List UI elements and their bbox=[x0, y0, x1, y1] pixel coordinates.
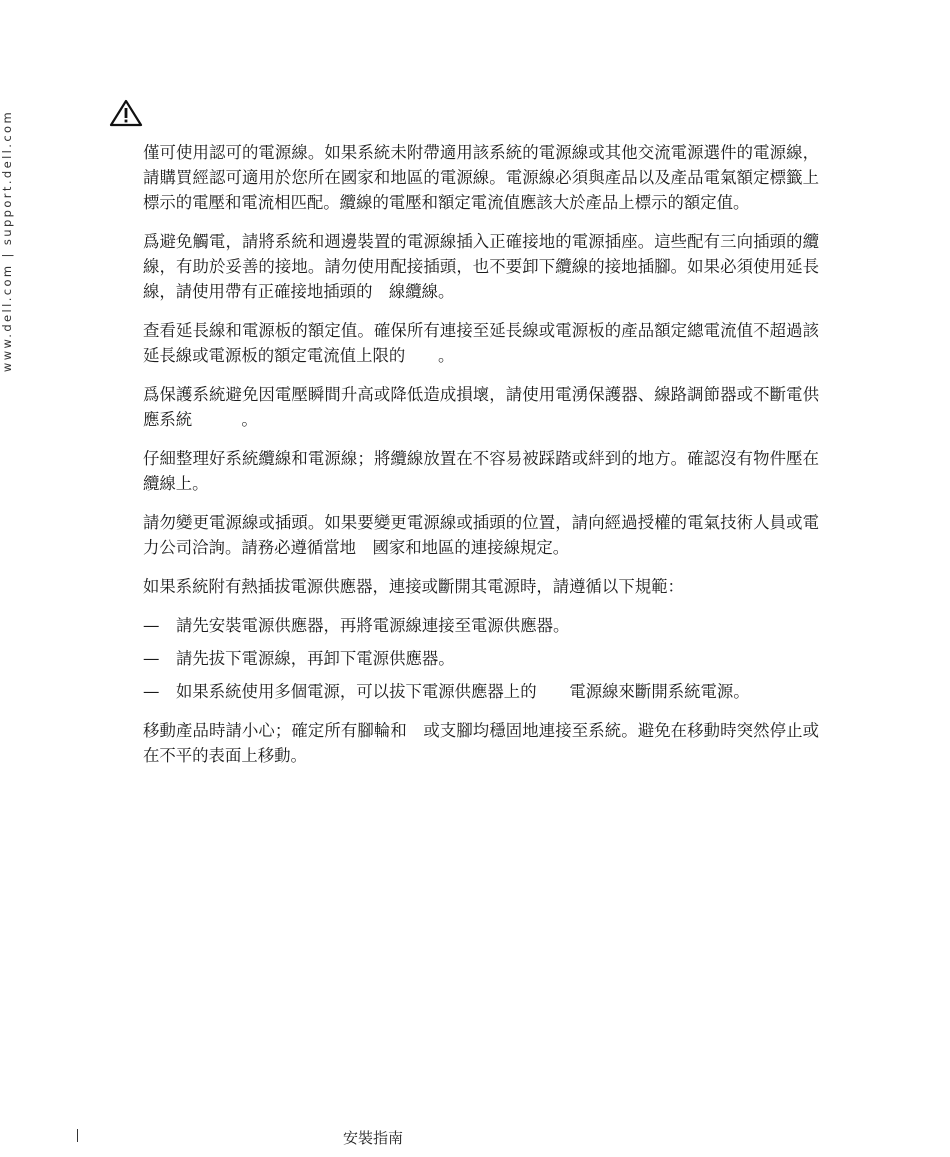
paragraph-moving-product: 移動產品時請小心；確定所有腳輪和 或支腳均穩固地連接至系統。避免在移動時突然停止或在不平的表面上移動。 bbox=[143, 721, 819, 765]
paragraph-hot-plug: 如果系統附有熱插拔電源供應器，連接或斷開其電源時，請遵循以下規範： bbox=[143, 577, 684, 596]
paragraph-grounding: 爲避免觸電，請將系統和週邊裝置的電源線插入正確接地的電源插座。這些配有三向插頭的纜線，有助於妥善的接地。請勿使用配接插頭，也不要卸下纜線的接地插腳。如果必須使用延長線，請使用帶有正確接地插頭的 線纜線。 bbox=[143, 232, 819, 301]
hot-plug-guidelines bbox=[143, 613, 819, 704]
paragraph-plug-modification: 請勿變更電源線或插頭。如果要變更電源線或插頭的位置，請向經過授權的電氣技術人員或電力公司洽詢。請務必遵循當地 國家和地區的連接線規定。 bbox=[143, 513, 819, 557]
paragraph-cable-routing: 仔細整理好系統纜線和電源線；將纜線放置在不容易被踩踏或絆到的地方。確認沒有物件壓在纜線上。 bbox=[143, 449, 819, 493]
warning-triangle-icon bbox=[109, 99, 143, 127]
paragraph-extension-rating: 查看延長線和電源板的額定值。確保所有連接至延長線或電源板的產品額定總電流值不超過該延長線或電源板的額定電流值上限的 。 bbox=[143, 321, 819, 365]
bullet-text: 請先安裝電源供應器，再將電源線連接至電源供應器。 bbox=[176, 616, 570, 635]
side-url-text: www.dell.com | support.dell.com bbox=[0, 109, 14, 373]
footer-divider bbox=[77, 1129, 78, 1142]
paragraph-surge-protection: 爲保護系統避免因電壓瞬間升高或降低造成損壞，請使用電湧保護器、線路調節器或不斷電供應系統 。 bbox=[143, 385, 819, 429]
bullet-dash: — bbox=[143, 616, 160, 635]
bullet-dash: — bbox=[143, 682, 160, 701]
list-item bbox=[143, 646, 819, 671]
list-item bbox=[143, 613, 819, 638]
footer-title: 安裝指南 bbox=[343, 1129, 404, 1147]
side-url bbox=[0, 96, 14, 386]
list-item bbox=[143, 679, 819, 704]
bullet-dash: — bbox=[143, 649, 160, 668]
bullet-text: 如果系統使用多個電源，可以拔下電源供應器上的 電源線來斷開系統電源。 bbox=[176, 682, 750, 701]
paragraph-power-cord: 僅可使用認可的電源線。如果系統未附帶適用該系統的電源線或其他交流電源選件的電源線，請購買經認可適用於您所在國家和地區的電源線。電源線必須與產品以及產品電氣額定標籤上標示的電壓和電流相匹配。纜線的電壓和額定電流值應該大於產品上標示的額定值。 bbox=[143, 143, 819, 212]
bullet-text: 請先拔下電源線，再卸下電源供應器。 bbox=[176, 649, 455, 668]
safety-content bbox=[143, 140, 819, 782]
